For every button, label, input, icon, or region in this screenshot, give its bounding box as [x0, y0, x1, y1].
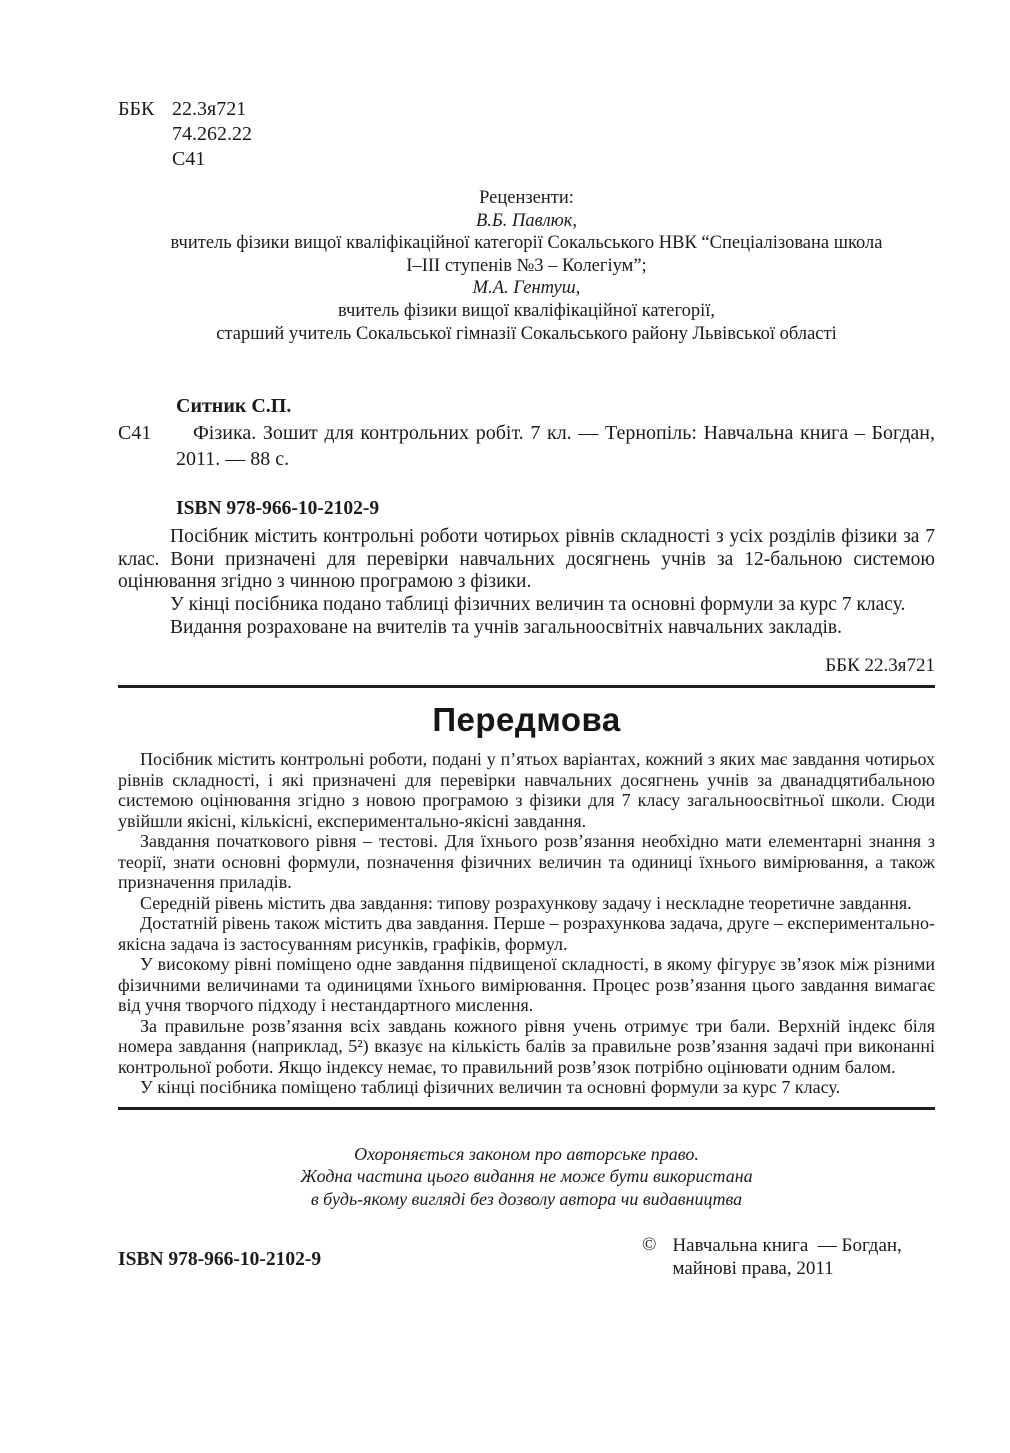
bbk-label: ББК [118, 98, 155, 120]
copyright-notice-line: в будь-якому вигляді без дозволу автора чи видавництва [310, 1188, 743, 1209]
bbk-values [172, 97, 252, 172]
annotation-block [118, 526, 935, 639]
copyright-notice [118, 1143, 935, 1211]
bbk-code-line: 22.3я721 [172, 98, 247, 120]
bbk-right-code: ББК 22.3я721 [825, 655, 935, 677]
publisher-line: майнові права, 2011 [672, 1258, 834, 1280]
divider-rule [118, 685, 935, 688]
publisher-copyright [642, 1234, 902, 1280]
reviewer-description: І–ІІІ ступенів №3 – Колегіум”; [406, 255, 647, 276]
isbn-number: ISBN 978-966-10-2102-9 [176, 498, 380, 520]
publisher-lines [672, 1234, 901, 1280]
bbk-code-line: 74.262.22 [172, 123, 252, 145]
catalog-description: Фізика. Зошит для контрольних робіт. 7 кл. — Тернопіль: Навчальна книга – Богдан, 2011. — 88 с. [176, 422, 935, 471]
catalog-code: С41 [118, 422, 152, 445]
reviewers-block [118, 187, 935, 345]
reviewer-name: М.А. Гентуш, [472, 278, 581, 299]
annotation-paragraph: У кінці посібника подано таблиці фізичних величин та основні формули за курс 7 класу. [170, 593, 906, 615]
preface-paragraph: Достатній рівень також містить два завдання. Перше – розрахункова задача, друге – експериментально-якісна задача із застосуванням рисунків, графіків, формул. [118, 913, 935, 954]
copyright-notice-line: Жодна частина цього видання не може бути використана [300, 1166, 753, 1187]
divider-rule [118, 1107, 935, 1110]
preface-paragraph: У високому рівні поміщено одне завдання підвищеної складності, в якому фігурує зв’язок між різними фізичними величинами та одиницями їхнього вимірювання. Процес розв’язання цього завдання вимагає від учня творчого підходу і нестандартного мислення. [118, 954, 935, 1016]
preface-paragraph: Середній рівень містить два завдання: типову розрахункову задачу і нескладне теоретичне завдання. [140, 892, 912, 913]
footer-isbn: ISBN 978-966-10-2102-9 [118, 1249, 322, 1271]
reviewer-name: В.Б. Павлюк, [475, 210, 578, 231]
preface-body [118, 749, 935, 1098]
annotation-paragraph: Видання розраховане на вчителів та учнів загальноосвітніх навчальних закладів. [170, 616, 842, 638]
page-footer [118, 1234, 935, 1294]
preface-paragraph: Завдання початкового рівня – тестові. Для їхнього розв’язання необхідно мати елементарні знання з теорії, знати основні формули, позначення фізичних величин та одиниці їхнього вимірювання, а також призначення приладів. [118, 831, 935, 893]
bbk-classification-block [118, 97, 935, 172]
copyright-notice-line: Охороняється законом про авторське право. [354, 1143, 699, 1164]
reviewer-description: старший учитель Сокальської гімназії Сокальського району Львівської області [216, 323, 837, 344]
reviewer-description: вчитель фізики вищої кваліфікаційної категорії Сокальського НВК “Спеціалізована школа [170, 233, 883, 254]
catalog-entry [118, 393, 935, 472]
annotation-paragraph: Посібник містить контрольні роботи чотирьох рівнів складності з усіх розділів фізики за 7 клас. Вони призначені для перевірки навчальних досягнень учнів за 12-бальною системою оцінювання згідно з чинною програмою з фізики. [118, 526, 935, 593]
bbk-code-line: С41 [172, 148, 206, 170]
preface-paragraph: У кінці посібника поміщено таблиці фізичних величин та основні формули за курс 7 класу. [140, 1077, 841, 1098]
publisher-line: Навчальна книга — Богдан, [672, 1235, 902, 1257]
preface-paragraph: За правильне розв’язання всіх завдань кожного рівня учень отримує три бали. Верхній індекс біля номера завдання (наприклад, 5²) вказує на кількість балів за правильне розв’язання задачі при виконанні контрольної роботи. Якщо індексу немає, то правильний розв’язок потрібно оцінювати одним балом. [118, 1015, 935, 1077]
catalog-author: Ситник С.П. [176, 395, 292, 418]
preface-paragraph: Посібник містить контрольні роботи, подані у п’ятьох варіантах, кожний з яких має завдання чотирьох рівнів складності, і які призначені для перевірки навчальних досягнень учнів за дванадцятибальною системою оцінювання згідно з новою програмою з фізики для 7 класу загальноосвітньої школи. Сюди увійшли якісні, кількісні, експериментально-якісні завдання. [118, 749, 935, 831]
reviewer-description: вчитель фізики вищої кваліфікаційної категорії, [338, 300, 715, 321]
copyright-symbol-icon: © [642, 1234, 657, 1256]
preface-title: Передмова [432, 701, 621, 739]
catalog-body [118, 420, 935, 472]
reviewers-heading: Рецензенти: [479, 188, 574, 208]
